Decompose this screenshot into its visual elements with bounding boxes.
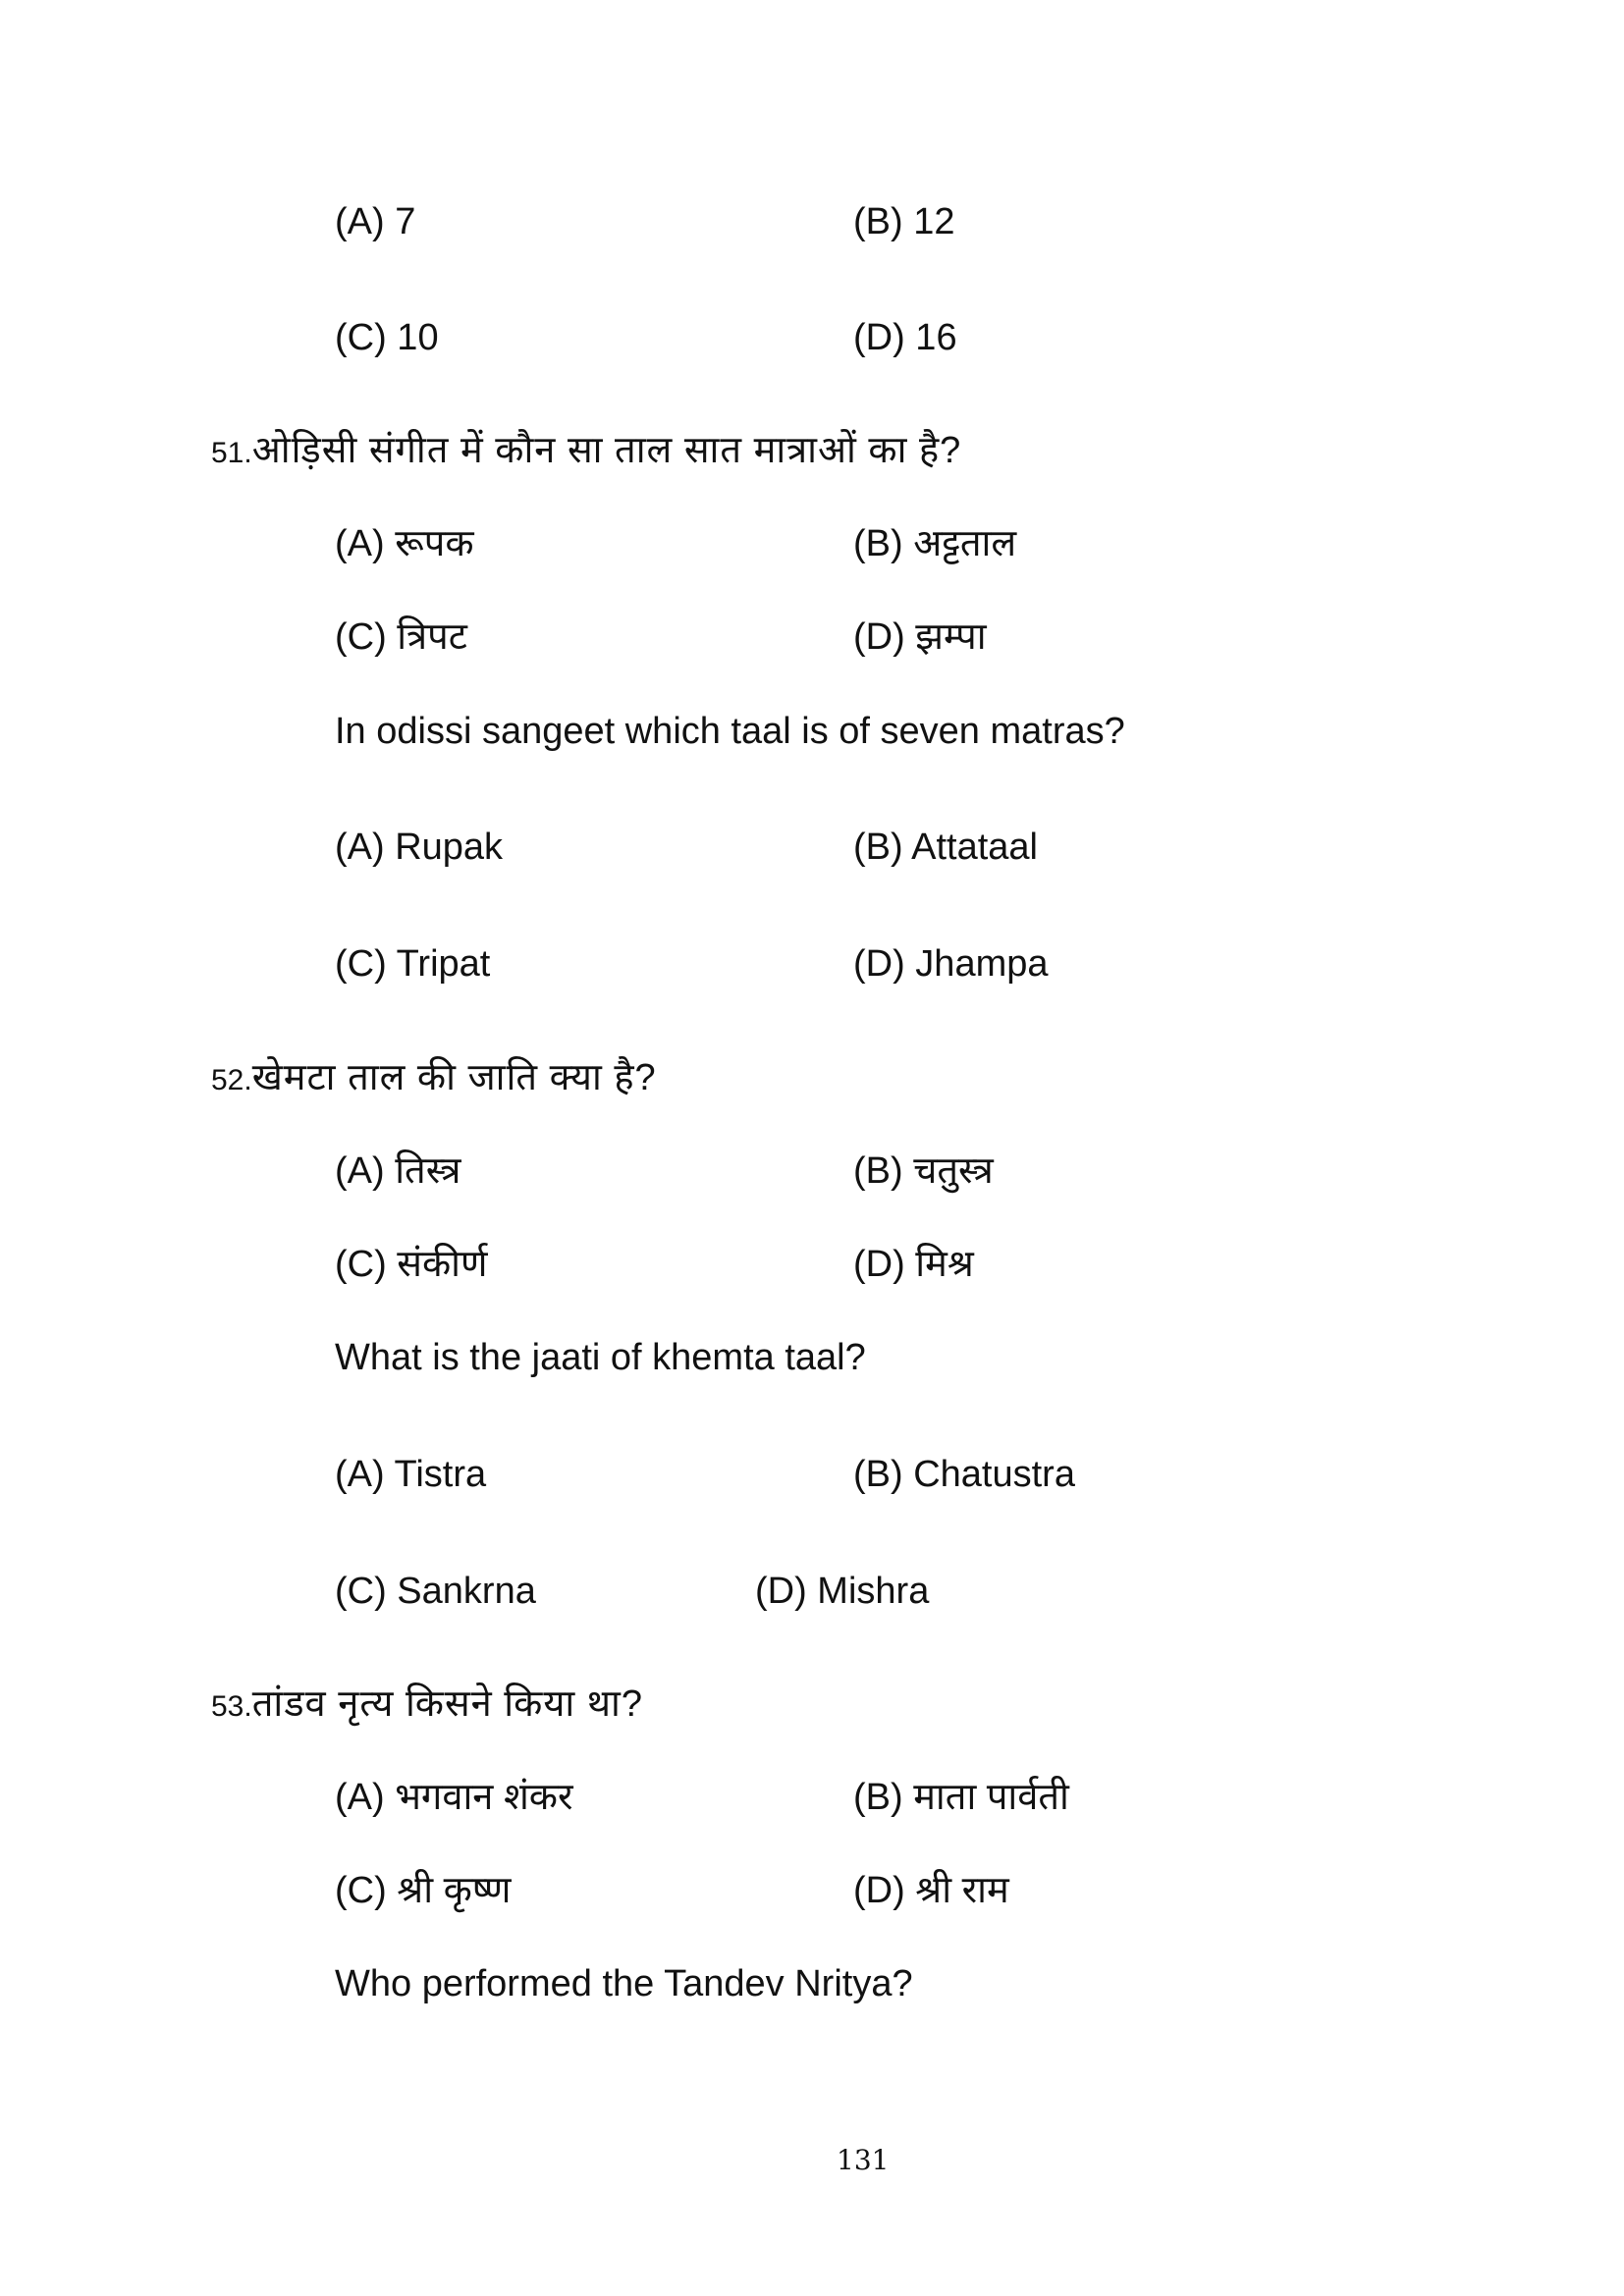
option-a: (A) Tistra: [335, 1454, 487, 1495]
question-52-hindi: [211, 1059, 657, 1096]
question-51-hindi: [211, 432, 961, 469]
option-d: (D) झम्पा: [853, 616, 987, 658]
option-d: (D) Mishra: [755, 1571, 930, 1612]
question-52-english: What is the jaati of khemta taal?: [335, 1337, 866, 1378]
option-d: (D) 16: [853, 317, 957, 358]
question-number: 52.: [211, 1064, 252, 1096]
question-51-english: In odissi sangeet which taal is of seven matras?: [335, 711, 1125, 752]
question-53-hindi: [211, 1685, 643, 1723]
option-b: (B) माता पार्वती: [853, 1777, 1069, 1818]
option-b: (B) अट्टताल: [853, 523, 1017, 564]
option-a: (A) भगवान शंकर: [335, 1777, 573, 1818]
option-d: (D) श्री राम: [853, 1870, 1009, 1911]
question-53-english: Who performed the Tandev Nritya?: [335, 1963, 913, 2004]
option-a: (A) रूपक: [335, 523, 474, 564]
question-text: तांडव नृत्य किसने किया था?: [251, 1683, 644, 1725]
option-b: (B) 12: [853, 201, 955, 242]
option-d: (D) मिश्र: [853, 1244, 974, 1285]
option-c: (C) Tripat: [335, 943, 491, 985]
option-c: (C) संकीर्ण: [335, 1244, 488, 1285]
option-c: (C) त्रिपट: [335, 616, 467, 658]
option-a: (A) Rupak: [335, 827, 504, 868]
question-number: 51.: [211, 437, 252, 469]
option-b: (B) Chatustra: [853, 1454, 1075, 1495]
question-text: खेमटा ताल की जाति क्या है?: [251, 1057, 657, 1098]
option-a: (A) तिस्त्र: [335, 1150, 461, 1192]
option-b: (B) Attataal: [853, 827, 1038, 868]
page-number: 131: [837, 2144, 890, 2176]
option-d: (D) Jhampa: [853, 943, 1049, 985]
option-c: (C) 10: [335, 317, 439, 358]
option-a: (A) 7: [335, 201, 416, 242]
option-b: (B) चतुस्त्र: [853, 1150, 994, 1192]
option-c: (C) Sankrna: [335, 1571, 536, 1612]
question-number: 53.: [211, 1690, 252, 1723]
question-text: ओड़िसी संगीत में कौन सा ताल सात मात्राओं का है?: [251, 430, 962, 471]
option-c: (C) श्री कृष्ण: [335, 1870, 512, 1911]
